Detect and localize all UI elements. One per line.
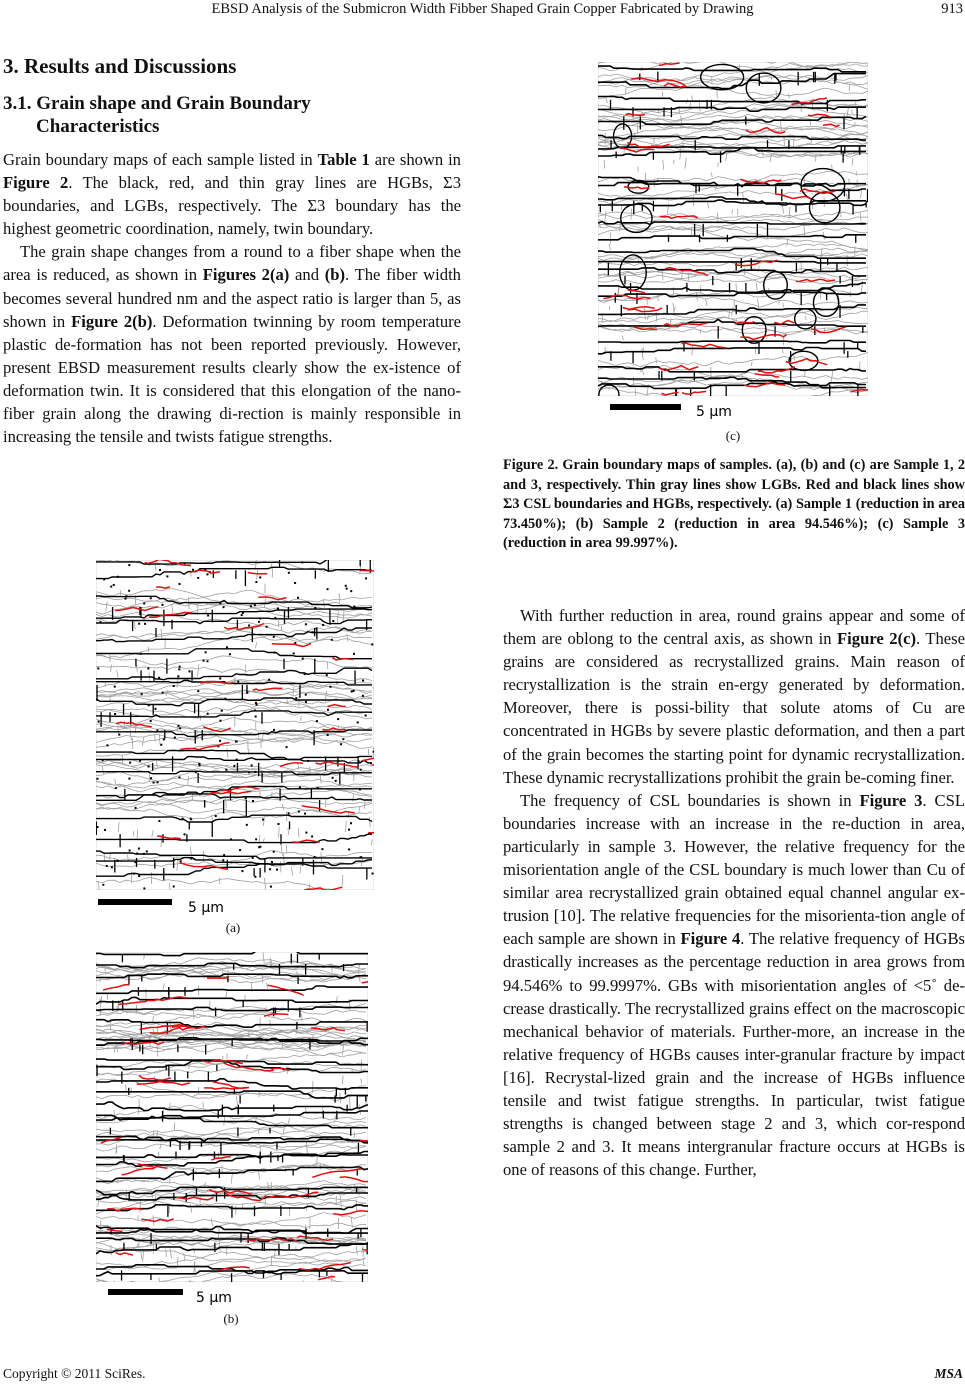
figure-2c-label: (c) [725,428,741,443]
ref-figure: Figure 2(b) [71,311,153,331]
figure-2c [598,62,868,420]
text-run: . These grains are considered as recrystallized grains. Main reason of recrystallization is the strain en-ergy generated by deformation. Moreover, there is possi-bility that solute atoms of Cu are concentrated in HGBs by severe plastic deformation, and then a part of the grain becomes the starting point for dynamic recrystallization. These dynamic recrystallizations prohibit the grain be-coming finer. [503,629,965,787]
ref-figure: Figures 2(a) [202,265,290,285]
paragraph-4 [503,789,965,1182]
subsection-heading-line2: Characteristics [36,116,160,137]
figure-2b [96,952,368,1306]
ref-table: Table 1 [317,150,370,169]
text-run: . The black, red, and thin gray lines are HGBs, Σ3 boundaries, and LGBs, respectively. The Σ3 boundary has the highest geometric coordination, namely, twin boundary. [3,173,462,239]
text-run: The frequency of CSL boundaries is shown in [520,790,860,810]
scale-label: 5 μm [196,1290,232,1306]
journal-abbrev: MSA [934,1366,963,1381]
ref-figure: (b) [324,265,346,285]
figure-2a-label: (a) [225,920,241,935]
left-column [3,54,461,448]
ref-figure: Figure 3 [859,790,923,810]
paragraph-1 [3,148,461,240]
text-run: Grain boundary maps of each sample listed in [3,150,318,169]
grain-map-a [96,560,374,915]
scale-label: 5 μm [696,404,732,420]
figure-2b-label: (b) [223,1311,239,1326]
subsection-heading [3,92,461,138]
scale-bar [108,1289,183,1295]
paragraph-3 [503,604,965,789]
subsection-heading-line1: 3.1. Grain shape and Grain Boundary [3,93,311,114]
grain-map-b [96,952,368,1306]
scale-bar [98,899,172,905]
paragraph-2 [3,240,461,448]
text-run: . CSL boundaries increase with an increase in the re-duction in area, particularly in sample 3. However, the relative frequency for the misorientation angle of the CSL boundary is much lower than Cu of similar area recrystallized grain obtained equal channel angular ex-trusion [10]. The relative frequencies for the misorienta-tion angle of each sample are shown in [503,790,965,949]
text-run: . The relative frequency of HGBs drastically increases as the percentage reduction in area grows from 94.546% to 99.9997%. GBs with misorientation angles of <5˚ de-crease drastically. The recrystallized grains effect on the macroscopic mechanical behavior of materials. Further-more, an increase in the relative frequency of HGBs causes inter-granular fracture by impact [16]. Recrystal-lized grain and the increase of HGBs influence tensile and twist fatigue strengths. In particular, twist fatigue strengths is changed between stage 2 and 3, which cor-respond sample 2 and 3. It means intergranular fracture occurs at HGBs is one of reasons of this change. Further, [503,929,965,1180]
ref-figure: Figure 2(c) [837,629,916,649]
page-number: 913 [941,1,963,17]
text-run: The grain shape changes from a round to a fiber shape when the area is reduced, as shown in [3,242,461,285]
scale-label: 5 μm [188,900,224,915]
text-run: With further reduction in area, round grains appear and some of them are oblong to the central axis, as shown in [503,606,965,649]
grain-map-c [598,62,868,420]
figure-2-caption: Figure 2. Grain boundary maps of samples. (a), (b) and (c) are Sample 1, 2 and 3, respectively. Thin gray lines show LGBs. Red and black lines show Σ3 CSL boundaries and HGBs, respectively. (a) Sample 1 (reduction in area 73.450%); (b) Sample 2 (reduction in area 94.546%); (c) Sample 3 (reduction in area 99.997%). [503,457,965,551]
running-title: EBSD Analysis of the Submicron Width Fibber Shaped Grain Copper Fabricated by Drawing [211,1,754,17]
text-run: are shown in [369,150,461,169]
copyright: Copyright © 2011 SciRes. [3,1366,146,1381]
ref-figure: Figure 4 [680,929,741,949]
scale-bar [610,404,681,410]
ref-figure: Figure 2 [3,173,69,193]
figure-2a [96,560,374,915]
right-column [503,604,965,1181]
text-run: . The fiber width becomes several hundred nm and the aspect ratio is larger than 5, as shown in [3,265,461,331]
section-heading: 3. Results and Discussions [3,54,237,78]
running-header [0,0,965,20]
text-run: . Deformation twinning by room temperature plastic de-formation has not been reported previously. However, present EBSD measurement results clearly show the ex-istence of deformation twin. It is considered that this elongation of the nano-fiber grain along the drawing di-rection is mainly responsible in increasing the tensile and twists fatigue strengths. [3,311,462,447]
figure-caption-block [503,456,965,554]
text-run: and [289,265,325,285]
